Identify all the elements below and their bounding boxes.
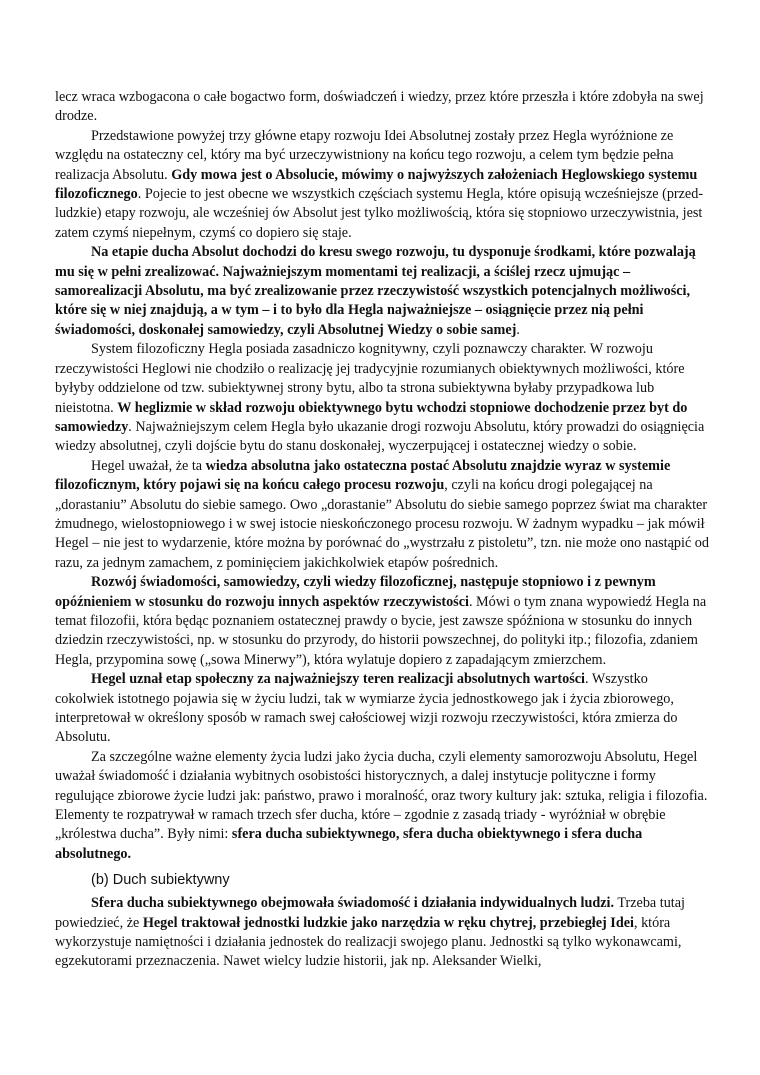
text-run: . Najważniejszym celem Hegla było ukazanie drogi rozwoju Absolutu, który prowadzi do osiągnięcia wiedzy absolutnej, czyli dojście bytu do stanu doskonałej, wyczerpującej i ostatecznej wiedzy o sobie. xyxy=(55,418,705,455)
text-run: . Mówi o tym znana wypowiedź Hegla na temat filozofii, która będąc poznaniem ostatecznej prawdy o bycie, jest zawsze spóźniona w stosunku do innych dziedzin rzeczywistości, np. w stosunku do przyrody, do historii powszechnej, do polityki itp.; filozofia, zdaniem Hegla, przypomina sowę („sowa Minerwy”), która wylatuje dopiero z zapadającym zmierzchem. xyxy=(55,593,707,668)
bold-text-run: Hegel traktował jednostki ludzkie jako narzędzia w ręku chytrej, przebiegłej Idei xyxy=(142,914,634,931)
text-run: System filozoficzny Hegla posiada zasadniczo kognitywny, czyli poznawczy charakter. W rozwoju rzeczywistości Heglowi nie chodziło o realizację jej tradycyjnie rozumianych obiektywnych możliwości, które byłyby oddzielone od tzw. subiektywnej strony bytu, albo ta strona subiektywna byłaby przypadkowa lub nieistotna. xyxy=(55,341,685,416)
text-run: . Wszystko cokolwiek istotnego pojawia się w życiu ludzi, tak w wymiarze życia jednostkowego jak i życia zbiorowego, interpretował w określony sposób w ramach swej całościowej wizji rozwoju rzeczywistości, która zmierza do Absolutu. xyxy=(55,671,678,746)
text-body-upper xyxy=(55,88,710,864)
bold-text-run: Sfera ducha subiektywnego obejmowała świadomość i działania indywidualnych ludzi. xyxy=(91,895,615,912)
bold-text-run: sfera ducha subiektywnego, sfera ducha obiektywnego i sfera ducha absolutnego. xyxy=(55,826,643,862)
paragraph xyxy=(55,127,710,243)
paragraph xyxy=(55,748,710,864)
text-run: . xyxy=(516,321,520,338)
bold-text-run: Gdy mowa jest o Absolucie, mówimy o najwyższych założeniach Heglowskiego systemu filozoficznego xyxy=(55,166,698,203)
text-run: Za szczególne ważne elementy życia ludzi jako życia ducha, czyli elementy samorozwoju Absolutu, Hegel uważał świadomość i działania wybitnych osobistości historycznych, a dalej instytucje polityczne i formy regulujące zbiorowe życie ludzi jak: państwo, prawo i moralność, oraz twory kultury jak: sztuka, religia i filozofia. Elementy te rozpatrywał w ramach trzech sfer ducha, które – zgodnie z zasadą triady - wyróżniał w obrębie „królestwa ducha”. Były nimi: xyxy=(55,748,708,843)
paragraph xyxy=(55,243,710,340)
text-run: , która wykorzystuje namiętności i działania jednostek do realizacji swojego planu. Jednostki są tylko wykonawcami, egzekutorami przeznaczenia. Nawet wielcy ludzie historii, jak np. Aleksander Wielki, xyxy=(55,914,682,970)
paragraph xyxy=(55,457,710,573)
paragraph xyxy=(55,670,710,748)
text-run: , czyli na końcu drogi polegającej na „dorastaniu” Absolutu do siebie samego. Owo „dorastanie” Absolutu do siebie samego poprzez świat ma charakter żmudnego, wielostopniowego i w swej istocie nieskończonego procesu rozwoju. W żadnym wypadku – jak mówił Hegel – nie jest to wydarzenie, które można by porównać do „wystrzału z pistoletu”, tzn. nie może ono nastąpić od razu, za jednym zamachem, z pominięciem jakichkolwiek etapów pośrednich. xyxy=(55,477,709,571)
paragraph xyxy=(55,573,710,670)
text-run: Przedstawione powyżej trzy główne etapy rozwoju Idei Absolutnej zostały przez Hegla wyróżnione ze względu na ostateczny cel, który ma być urzeczywistniony na końcu tego rozwoju, a celem tym będzie pełna realizacja Absolutu. xyxy=(55,127,674,183)
bold-text-run: Rozwój świadomości, samowiedzy, czyli wiedzy filozoficznej, następuje stopniowo i z pewnym opóźnieniem w stosunku do rozwoju innych aspektów rzeczywistości xyxy=(55,574,656,610)
bold-text-run: Hegel uznał etap społeczny za najważniejszy teren realizacji absolutnych wartości xyxy=(91,671,585,688)
paragraph xyxy=(55,894,710,972)
paragraph xyxy=(55,340,710,456)
section-heading: (b) Duch subiektywny xyxy=(91,872,230,889)
text-run: . Pojecie to jest obecne we wszystkich częściach systemu Hegla, które opisują wcześniejsze (przed-ludzkie) etapy rozwoju, ale wcześniej ów Absolut jest tylko możliwością, która się stopniowo urzeczywistnia, jest zatem czymś niepełnym, czymś co dopiero się staje. xyxy=(55,186,704,241)
document-page xyxy=(55,88,710,972)
text-run: Trzeba tutaj powiedzieć, że xyxy=(55,895,685,931)
text-body-lower xyxy=(55,894,710,972)
paragraph xyxy=(55,88,710,127)
bold-text-run: wiedza absolutna jako ostateczna postać Absolutu znajdzie wyraz w systemie filozoficznym, który pojawi się na końcu całego procesu rozwoju xyxy=(55,457,671,494)
bold-text-run: W heglizmie w skład rozwoju obiektywnego bytu wchodzi stopniowe dochodzenie przez byt do samowiedzy xyxy=(55,399,688,435)
text-run: lecz wraca wzbogacona o całe bogactwo form, doświadczeń i wiedzy, przez które przeszła i które zdobyła na swej drodze. xyxy=(55,89,704,125)
text-run: Hegel uważał, że ta xyxy=(91,457,206,474)
bold-text-run: Na etapie ducha Absolut dochodzi do kresu swego rozwoju, tu dysponuje środkami, które pozwalają mu się w pełni zrealizować. Najważniejszym momentami tej realizacji, a ściślej rzecz ujmując – samorealizacji Absolutu, ma być zrealizowanie przez rzeczywistość wszystkich potencjalnych możliwości, które się w niej znajdują, a w tym – i to było dla Hegla najważniejsze – osiągnięcie przez nią pełni świadomości, doskonałej samowiedzy, czyli Absolutnej Wiedzy o sobie samej xyxy=(55,244,696,338)
